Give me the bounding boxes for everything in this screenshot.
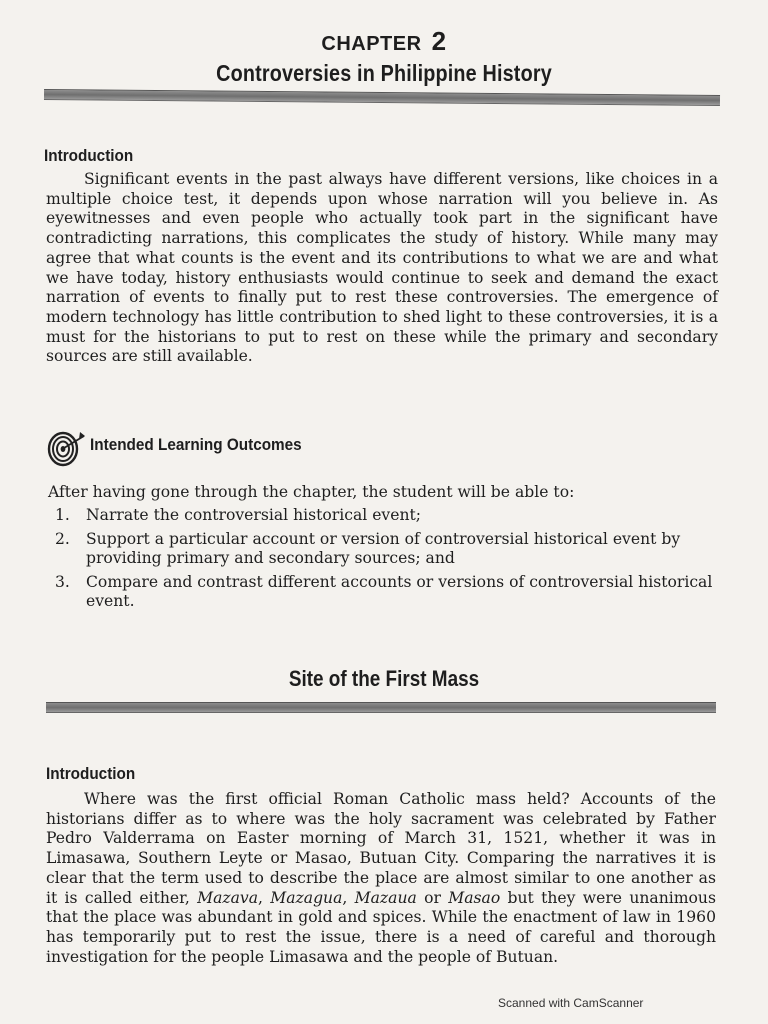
introduction-heading: Introduction [44,146,134,165]
title-divider [44,89,720,106]
introduction-paragraph: Significant events in the past always have different versions, like choices in a multiple choice test, it depends upon whose narration will you believe in. As eyewitnesses and even people who actually took part in the significant have contradicting narrations, this complicates the study of history. While many may agree that what counts is the event and its contributions to what we are and what we have today, history enthusiasts would continue to seek and demand the exact narration of events to finally put to rest these controversies. The emergence of modern technology has little contribution to shed light to these controversies, it is a must for the historians to put to rest on these while the primary and secondary sources are still available. [46,170,718,366]
list-item [50,573,718,611]
section-divider [46,702,716,713]
term-masao: Masao [448,888,501,907]
list-number: 2. [55,530,70,548]
term-mazava: Mazava [197,888,259,907]
separator: or [416,888,449,907]
list-item [50,506,718,525]
chapter-word: CHAPTER [321,33,422,55]
separator: , [342,888,355,907]
chapter-number: 2 [431,26,447,56]
chapter-title: Controversies in Philippine History [216,60,552,86]
target-icon [46,428,86,468]
term-mazagua: Mazagua [270,888,343,907]
learning-outcomes-heading: Intended Learning Outcomes [90,435,302,454]
list-item [50,530,718,568]
section-introduction-heading: Introduction [46,764,136,783]
list-text: Support a particular account or version of controversial historical event by providing primary and secondary sources; and [86,530,681,567]
learning-outcomes-intro: After having gone through the chapter, the student will be able to: [48,483,575,501]
list-number: 3. [55,573,70,591]
term-mazaua: Mazaua [354,888,417,907]
paragraph-text: Where was the first official Roman Catholic mass held? Accounts of the historians differ as to where was the holy sacrament was celebrated by Father Pedro Valderrama on Easter morning of March 31, 1521, whether it was in Limasawa, Southern Leyte or Masao, Butuan City. Comparing the narratives it is clear that the term used to describe the place are almost similar to one another as it is called either, [46,790,716,907]
learning-outcomes-list [50,506,718,616]
chapter-label [0,26,768,57]
separator: , [258,888,271,907]
list-number: 1. [55,506,70,524]
paragraph-text: but they were unanimous that the place was abundant in gold and spices. While the enactment of law in 1960 has temporarily put to rest the issue, there is a need of careful and thorough investigation for the people Limasawa and the people of Butuan. [46,888,716,966]
learning-outcomes-header [46,428,325,468]
list-text: Compare and contrast different accounts or versions of controversial historical event. [86,573,713,610]
section-title: Site of the First Mass [288,666,480,691]
list-text: Narrate the controversial historical event; [86,506,422,524]
section-paragraph [46,790,716,967]
scanner-watermark: Scanned with CamScanner [498,996,644,1010]
